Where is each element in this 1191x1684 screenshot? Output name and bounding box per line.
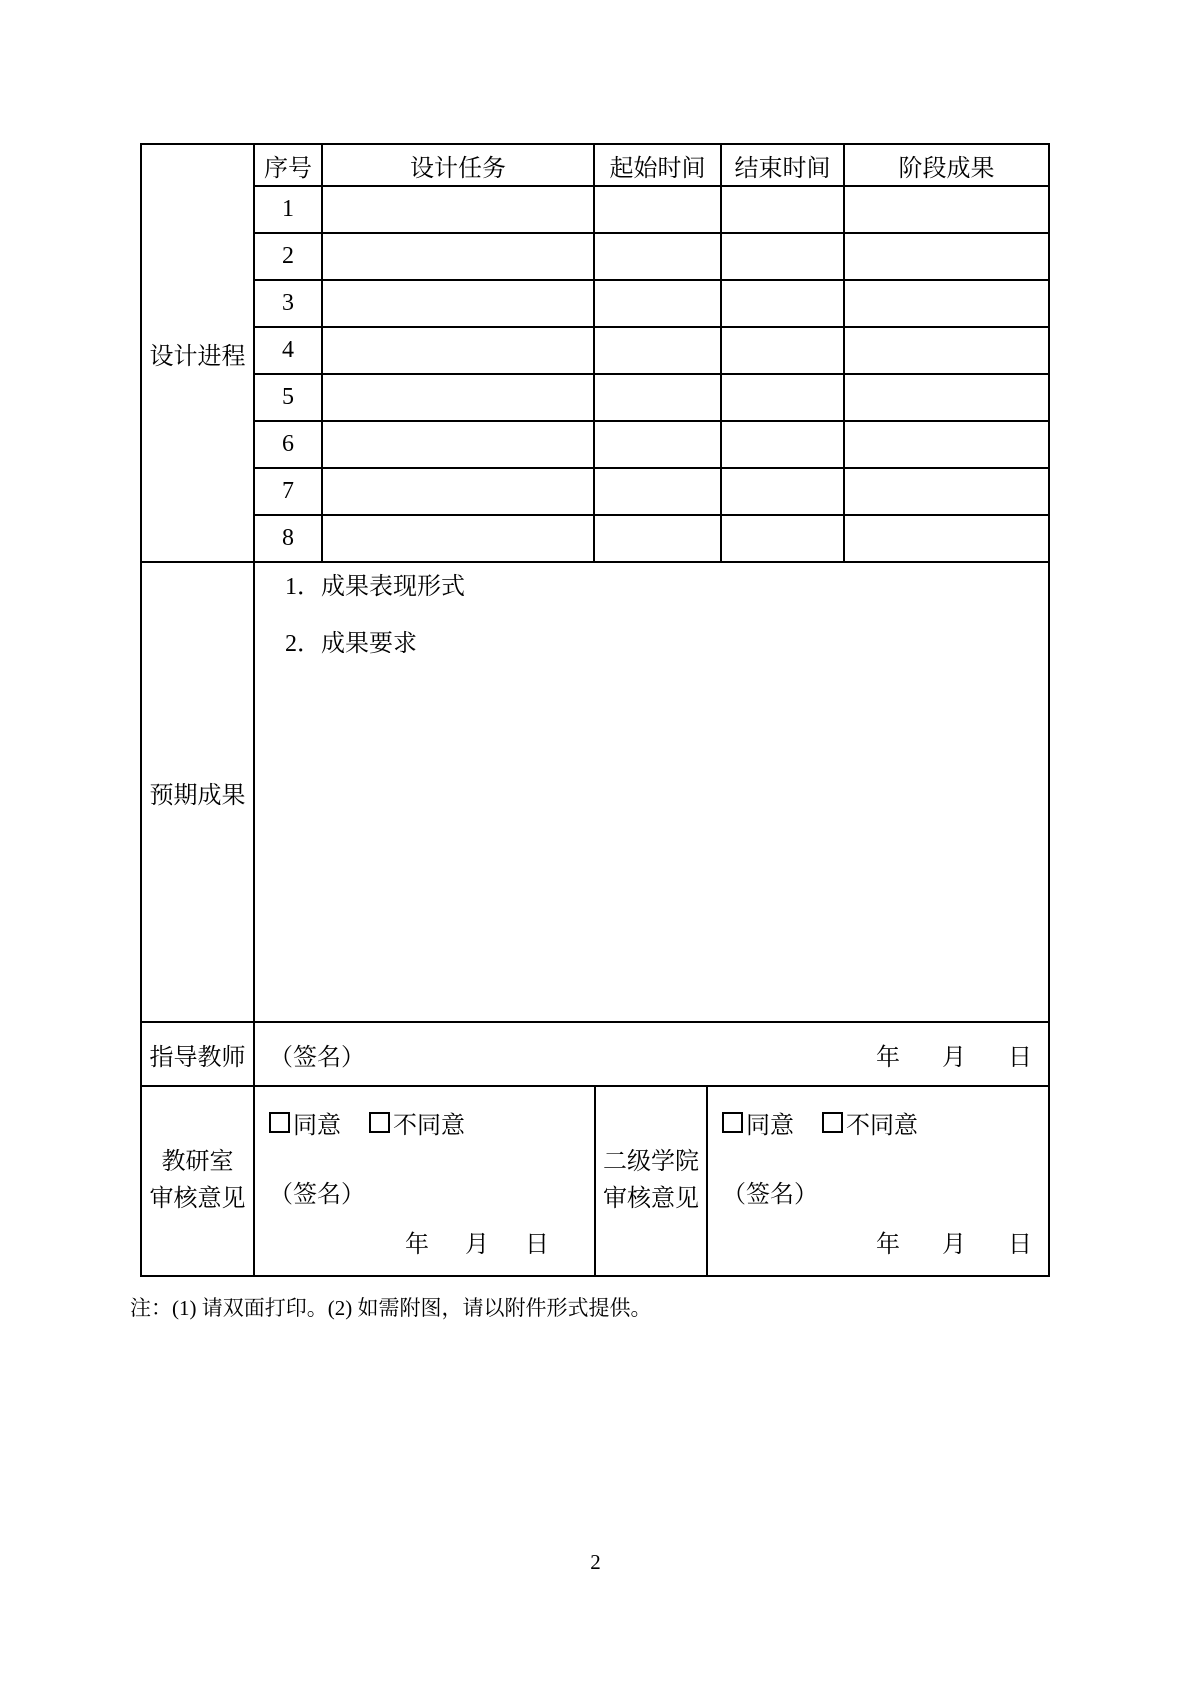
progress-section-label: 设计进程 xyxy=(142,145,255,563)
dept-review-label xyxy=(142,1087,255,1275)
college-disagree-option xyxy=(822,1105,918,1140)
cell-end-4[interactable] xyxy=(722,328,845,375)
task-form-table xyxy=(140,143,1050,1277)
advisor-date xyxy=(876,1037,1032,1072)
row-number: 1 xyxy=(255,187,323,234)
row-number: 2 xyxy=(255,234,323,281)
cell-end-2[interactable] xyxy=(722,234,845,281)
cell-start-4[interactable] xyxy=(595,328,722,375)
cell-result-4[interactable] xyxy=(845,328,1048,375)
header-start-time: 起始时间 xyxy=(595,145,722,187)
cell-result-7[interactable] xyxy=(845,469,1048,516)
dept-review-date xyxy=(405,1224,549,1259)
checkbox-agree-icon[interactable] xyxy=(269,1112,290,1133)
date-year: 年 xyxy=(876,1232,900,1258)
cell-task-7[interactable] xyxy=(323,469,595,516)
agree-label: 同意 xyxy=(746,1113,794,1139)
row-number: 8 xyxy=(255,516,323,563)
header-task: 设计任务 xyxy=(323,145,595,187)
dept-review-area[interactable] xyxy=(255,1087,596,1275)
cell-start-8[interactable] xyxy=(595,516,722,563)
college-sign-hint: （签名） xyxy=(722,1182,818,1208)
cell-end-6[interactable] xyxy=(722,422,845,469)
college-review-label xyxy=(596,1087,708,1275)
cell-end-1[interactable] xyxy=(722,187,845,234)
agree-label: 同意 xyxy=(293,1113,341,1139)
dept-review-label-line2: 审核意见 xyxy=(149,1186,246,1212)
cell-task-4[interactable] xyxy=(323,328,595,375)
page-number: 2 xyxy=(590,1550,601,1574)
cell-task-5[interactable] xyxy=(323,375,595,422)
date-year: 年 xyxy=(876,1044,900,1071)
advisor-signature-area[interactable] xyxy=(255,1023,1048,1087)
row-number: 5 xyxy=(255,375,323,422)
cell-result-2[interactable] xyxy=(845,234,1048,281)
date-month: 月 xyxy=(465,1232,489,1258)
cell-start-2[interactable] xyxy=(595,234,722,281)
college-review-label-line1: 二级学院 xyxy=(603,1149,699,1175)
college-review-date xyxy=(876,1224,1032,1259)
header-index: 序号 xyxy=(255,145,323,187)
dept-sign-hint: （签名） xyxy=(269,1182,365,1208)
cell-result-1[interactable] xyxy=(845,187,1048,234)
disagree-label: 不同意 xyxy=(846,1113,918,1139)
college-checkbox-row xyxy=(722,1105,1032,1140)
row-number: 7 xyxy=(255,469,323,516)
cell-task-8[interactable] xyxy=(323,516,595,563)
cell-task-1[interactable] xyxy=(323,187,595,234)
checkbox-disagree-icon[interactable] xyxy=(822,1112,843,1133)
college-review-area[interactable] xyxy=(708,1087,1048,1275)
dept-agree-option xyxy=(269,1105,341,1140)
cell-start-3[interactable] xyxy=(595,281,722,328)
disagree-label: 不同意 xyxy=(393,1113,465,1139)
cell-end-8[interactable] xyxy=(722,516,845,563)
header-end-time: 结束时间 xyxy=(722,145,845,187)
expected-item-form: 1．成果表现形式 xyxy=(285,574,465,600)
cell-result-8[interactable] xyxy=(845,516,1048,563)
checkbox-disagree-icon[interactable] xyxy=(369,1112,390,1133)
date-day: 日 xyxy=(525,1232,549,1258)
dept-disagree-option xyxy=(369,1105,465,1140)
cell-task-3[interactable] xyxy=(323,281,595,328)
college-agree-option xyxy=(722,1105,794,1140)
date-year: 年 xyxy=(405,1232,429,1258)
cell-start-7[interactable] xyxy=(595,469,722,516)
cell-end-3[interactable] xyxy=(722,281,845,328)
cell-task-2[interactable] xyxy=(323,234,595,281)
header-stage-result: 阶段成果 xyxy=(845,145,1048,187)
cell-end-5[interactable] xyxy=(722,375,845,422)
expected-content-area[interactable] xyxy=(255,563,1048,1023)
cell-result-5[interactable] xyxy=(845,375,1048,422)
college-review-label-line2: 审核意见 xyxy=(603,1186,699,1212)
footnote: 注：(1) 请双面打印。(2) 如需附图，请以附件形式提供。 xyxy=(130,1296,652,1320)
cell-start-6[interactable] xyxy=(595,422,722,469)
expected-section-label: 预期成果 xyxy=(142,563,255,1023)
row-number: 4 xyxy=(255,328,323,375)
cell-start-1[interactable] xyxy=(595,187,722,234)
expected-item-requirement: 2．成果要求 xyxy=(285,631,417,657)
row-number: 3 xyxy=(255,281,323,328)
date-month: 月 xyxy=(942,1232,966,1258)
cell-task-6[interactable] xyxy=(323,422,595,469)
advisor-sign-hint: （签名） xyxy=(269,1044,365,1071)
cell-start-5[interactable] xyxy=(595,375,722,422)
cell-end-7[interactable] xyxy=(722,469,845,516)
advisor-label: 指导教师 xyxy=(142,1023,255,1087)
cell-result-6[interactable] xyxy=(845,422,1048,469)
checkbox-agree-icon[interactable] xyxy=(722,1112,743,1133)
date-day: 日 xyxy=(1008,1232,1032,1258)
cell-result-3[interactable] xyxy=(845,281,1048,328)
date-month: 月 xyxy=(942,1044,966,1071)
date-day: 日 xyxy=(1008,1044,1032,1071)
row-number: 6 xyxy=(255,422,323,469)
dept-review-label-line1: 教研室 xyxy=(161,1149,234,1175)
dept-checkbox-row xyxy=(269,1105,549,1140)
